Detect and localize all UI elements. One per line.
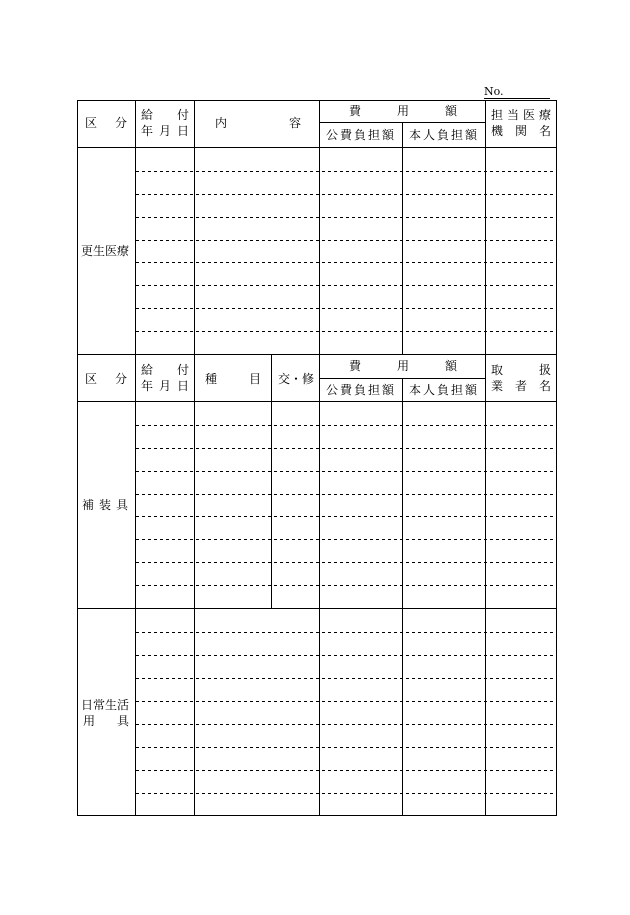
table-grid bbox=[77, 100, 557, 816]
header2-handler-line1: 取 扱 bbox=[491, 363, 551, 377]
header1-category: 区 分 bbox=[85, 116, 127, 130]
header1-date-line1: 給 付 bbox=[141, 108, 189, 122]
section2-label: 補装具 bbox=[82, 498, 134, 512]
header2-cost-self: 本人負担額 bbox=[408, 383, 479, 397]
section3-label-line2: 用 具 bbox=[83, 714, 129, 728]
section1-label: 更生医療 bbox=[81, 244, 130, 258]
header1-cost-public: 公費負担額 bbox=[325, 128, 396, 142]
table-border bbox=[78, 101, 557, 816]
header1-cost-label: 費 用 額 bbox=[349, 104, 457, 118]
header2-cost-label: 費 用 額 bbox=[349, 359, 457, 373]
header1-content: 内 容 bbox=[215, 116, 301, 130]
form-number-label: No. bbox=[484, 85, 504, 98]
header1-date-line2: 年 月 日 bbox=[141, 124, 189, 138]
form-number-field[interactable] bbox=[484, 86, 550, 99]
header1-cost-self: 本人負担額 bbox=[408, 128, 479, 142]
record-table bbox=[77, 100, 557, 816]
header2-handler-line2: 業 者 名 bbox=[491, 379, 551, 393]
header2-category: 区 分 bbox=[85, 372, 127, 386]
header1-agency-line2: 機 関 名 bbox=[491, 124, 551, 138]
section3-label-line1: 日常生活 bbox=[81, 698, 130, 712]
header2-date-line2: 年 月 日 bbox=[141, 379, 189, 393]
header2-item: 種 目 bbox=[205, 372, 261, 386]
header2-exchange: 交・修 bbox=[277, 372, 314, 386]
header1-agency-line1: 担 当 医 療 bbox=[491, 108, 551, 122]
header2-date-line1: 給 付 bbox=[141, 363, 189, 377]
header2-cost-public: 公費負担額 bbox=[325, 383, 396, 397]
